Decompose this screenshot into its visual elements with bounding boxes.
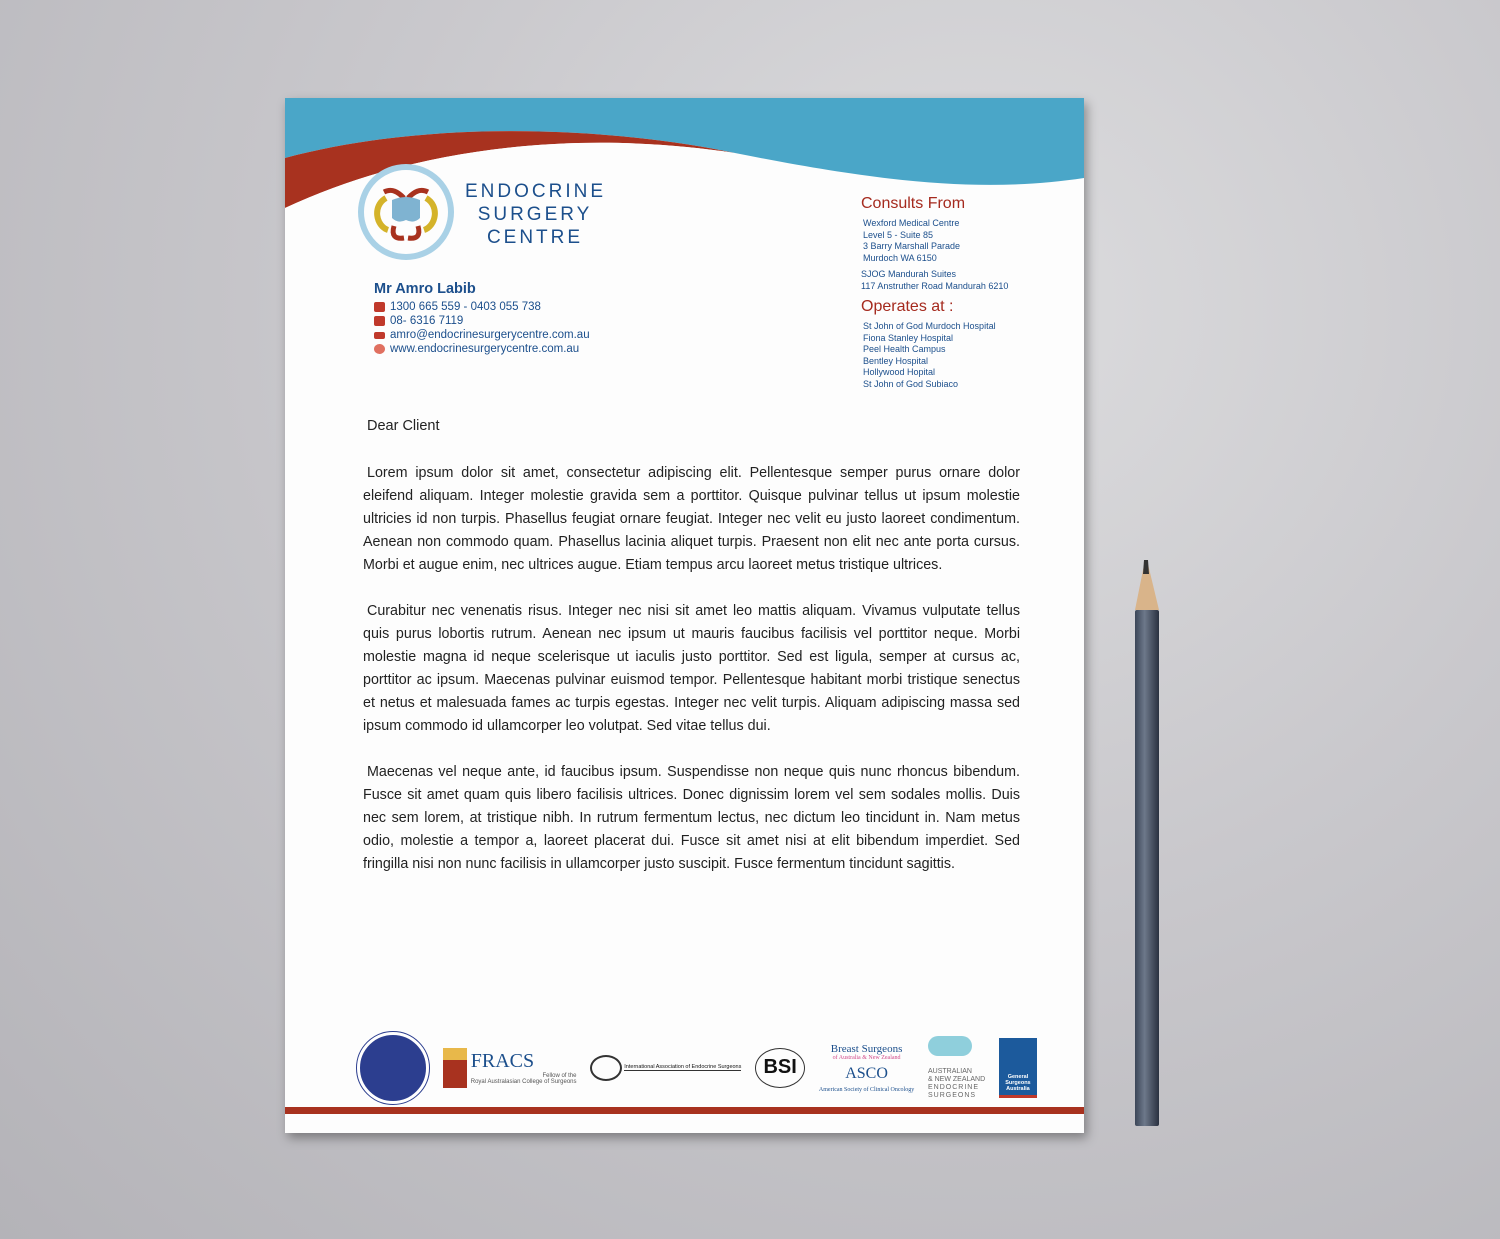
bsa-title: Breast Surgeons	[830, 1042, 903, 1055]
hospital-item: Bentley Hospital	[863, 355, 929, 366]
consult-location	[863, 218, 1008, 264]
globe-icon	[374, 344, 385, 354]
phone-number: 1300 665 559 - 0403 055 738	[390, 301, 541, 313]
anzes-logo	[928, 1036, 985, 1100]
fracs-title: FRACS	[470, 1050, 535, 1072]
paragraph: Curabitur nec venenatis risus. Integer nec nisi sit amet leo mattis aliquam. Vivamus vulputate tellus quis purus lobortis rutrum. Aenean nec ipsum ut mauris faucibus facilisis vel porttitor neque. Morbi molestie magna id neque scelerisque ut iaculis justo porttitor. Sed est ligula, semper at cursus ac, porttitor ac ipsum. Maecenas pulvinar euismod tempor. Pellentesque habitant morbi tristique senectus et netus et malesuada fames ac turpis egestas. Integer nec velit turpis. Aliquam adipiscing massa sed ipsum commodo id ullamcorper leo volutpat. Sed vitae tellus dui.	[363, 603, 1020, 734]
thyroid-icon	[364, 170, 448, 254]
fax-number: 08- 6316 7119	[390, 315, 464, 327]
anzes-shape-icon	[928, 1036, 972, 1056]
paragraph: Maecenas vel neque ante, id faucibus ipsum. Suspendisse non neque quis nunc rhoncus bibendum. Fusce sit amet quam quis libero facilisis ultrices. Donec dignissim lorem vel sem sodales mollis. Duis nec sem lorem, at tristique nibh. In rutrum fermentum lectus, nec dictum leo tincidunt in. Nam metus odio, molestie a tempor a, laoreet placerat dui. Fusce sit amet nisi at elit bibendum imperdiet. Sed fringilla nisi non nunc facilisis in ullamcorper justo suscipit. Fusce fermentum tincidunt sagittis.	[363, 764, 1020, 872]
iaes-title: International Association of Endocrine Surgeons	[624, 1064, 742, 1070]
anzes-line: ENDOCRINE	[927, 1083, 979, 1091]
fracs-crest-icon	[443, 1048, 467, 1088]
greeting: Dear Client	[367, 418, 440, 434]
globe-icon	[590, 1055, 622, 1081]
letter-body	[363, 462, 1020, 899]
gsa-logo: General Surgeons Australia	[999, 1038, 1037, 1098]
email-address[interactable]: amro@endocrinesurgerycentre.com.au	[390, 329, 590, 341]
hospital-list	[863, 321, 1008, 390]
anzes-line: & NEW ZEALAND	[927, 1075, 986, 1083]
brand-line: CENTRE	[486, 227, 584, 248]
logo-emblem	[358, 164, 454, 260]
contact-details	[374, 300, 590, 356]
website-link[interactable]: www.endocrinesurgerycentre.com.au	[390, 343, 580, 355]
bsi-logo: BSI	[755, 1048, 805, 1088]
fracs-sub: Fellow of the	[542, 1073, 577, 1079]
address-line: Wexford Medical Centre	[863, 218, 960, 228]
hospital-item: St John of God Murdoch Hospital	[863, 321, 996, 331]
college-seal-logo	[357, 1032, 429, 1104]
paragraph: Lorem ipsum dolor sit amet, consectetur adipiscing elit. Pellentesque semper purus ornare dolor eleifend aliquam. Integer molestie gravida sem a porttitor. Quisque pulvinar tellus ut ipsum molestie ultricies id non turpis. Phasellus feugiat ornare feugiat. Integer nec velit eu justo laoreet condimentum. Aenean non commodo quam. Phasellus lacinia aliquet turpis. Praesent non elit nec ante porta cursus. Morbi et augue enim, nec ultrices augue. Etiam tempus arcu laoreet metus tristique ultrices.	[363, 465, 1020, 573]
phone-icon	[374, 302, 385, 312]
asco-title: ASCO	[845, 1064, 888, 1082]
asco-sub: American Society of Clinical Oncology	[818, 1086, 915, 1093]
hospital-item: Fiona Stanley Hospital	[863, 332, 954, 343]
brand-line: ENDOCRINE	[465, 181, 607, 202]
locations-panel	[861, 194, 1008, 395]
hospital-item: St John of God Subiaco	[863, 378, 959, 389]
address-line: 3 Barry Marshall Parade	[863, 241, 961, 251]
anzes-line: AUSTRALIAN	[927, 1067, 972, 1075]
brand-name	[465, 180, 605, 249]
doctor-name: Mr Amro Labib	[374, 281, 476, 297]
bsa-asco-logo	[819, 1043, 914, 1093]
fracs-sub: Royal Australasian College of Surgeons	[470, 1079, 577, 1085]
consults-heading: Consults From	[861, 195, 966, 212]
address-line: Murdoch WA 6150	[863, 252, 937, 263]
affiliation-logos	[357, 1030, 1037, 1105]
operates-heading: Operates at :	[861, 298, 954, 315]
address-line: SJOG Mandurah Suites	[861, 269, 957, 279]
address-line: 117 Anstruther Road Mandurah 6210	[861, 280, 1009, 291]
footer-bar	[285, 1107, 1084, 1114]
hospital-item: Hollywood Hopital	[863, 367, 936, 377]
address-line: Level 5 - Suite 85	[863, 229, 934, 240]
pencil-icon	[1134, 560, 1160, 1128]
fracs-logo	[443, 1048, 577, 1088]
iaes-logo	[590, 1055, 741, 1081]
hospital-item: Peel Health Campus	[863, 344, 946, 354]
email-icon	[374, 332, 385, 339]
consult-location	[861, 269, 1008, 292]
fax-icon	[374, 316, 385, 326]
anzes-line: SURGEONS	[927, 1091, 977, 1099]
brand-line: SURGERY	[477, 204, 593, 225]
letterhead-page	[285, 98, 1084, 1133]
bsa-sub: of Australia & New Zealand	[832, 1054, 901, 1061]
